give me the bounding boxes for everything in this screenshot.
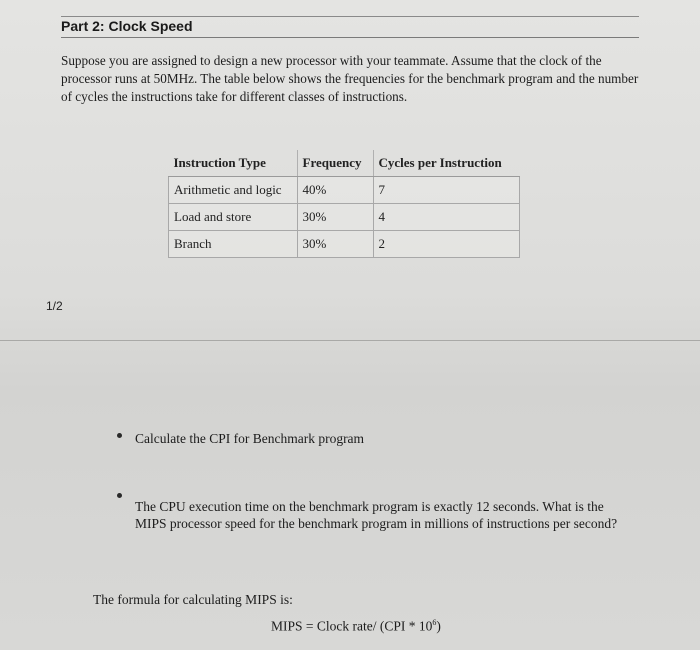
bullet-icon (117, 493, 122, 498)
intro-paragraph: Suppose you are assigned to design a new processor with your teammate. Assume that the clock of the processor runs at 50MHz. The table below shows the frequencies for the benchmark program and the number of cycles the instructions take for different classes of instructions. (61, 53, 639, 104)
formula-close: ) (436, 618, 441, 634)
cell-cpi: 4 (373, 204, 520, 231)
top-rule (61, 16, 639, 17)
cell-frequency: 30% (297, 204, 373, 231)
table-header-row (169, 150, 520, 177)
table-row (169, 177, 520, 204)
formula-exponent: 6 (432, 618, 437, 627)
cell-type: Branch (169, 231, 298, 258)
page-break-divider (0, 340, 700, 341)
cell-frequency: 30% (297, 231, 373, 258)
cell-cpi: 2 (373, 231, 520, 258)
question-mips: The CPU execution time on the benchmark program is exactly 12 seconds. What is the MIPS processor speed for the benchmark program in millions of instructions per second? (135, 499, 618, 531)
cell-type: Arithmetic and logic (169, 177, 298, 204)
header-instruction-type: Instruction Type (169, 150, 298, 177)
header-cycles-per-instruction: Cycles per Instruction (373, 150, 520, 177)
bullet-icon (117, 433, 122, 438)
part-title: Part 2: Clock Speed (61, 18, 193, 34)
title-underline (61, 37, 639, 38)
header-frequency: Frequency (297, 150, 373, 177)
cell-type: Load and store (169, 204, 298, 231)
table-row (169, 231, 520, 258)
cell-cpi: 7 (373, 177, 520, 204)
question-cpi: Calculate the CPI for Benchmark program (135, 431, 365, 446)
table-row (169, 204, 520, 231)
instruction-table (168, 150, 520, 258)
formula-intro: The formula for calculating MIPS is: (93, 592, 293, 607)
mips-formula (271, 618, 441, 635)
page-number: 1/2 (46, 299, 63, 313)
formula-main: MIPS = Clock rate/ (CPI * 10 (271, 618, 433, 634)
cell-frequency: 40% (297, 177, 373, 204)
